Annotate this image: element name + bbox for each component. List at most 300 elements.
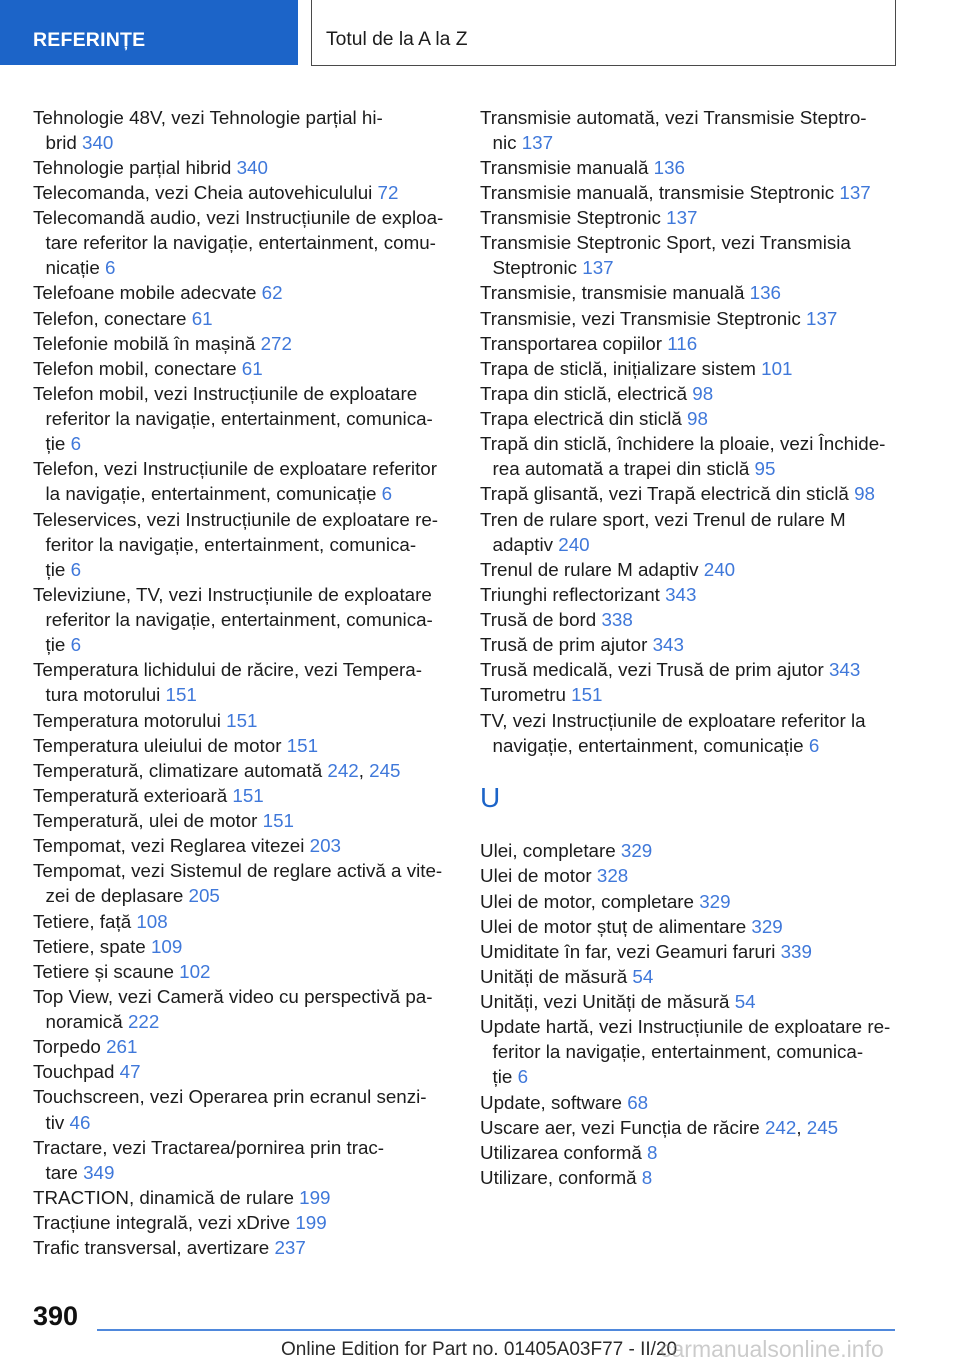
page-reference-link[interactable]: 6 [381, 483, 393, 505]
entry-text: Update, software [480, 1091, 622, 1113]
index-entry [480, 989, 890, 1014]
entry-line [33, 1110, 443, 1135]
entry-text: nic [492, 131, 517, 153]
page-reference-link[interactable]: 61 [241, 357, 263, 379]
entry-line [33, 1135, 443, 1160]
entry-line [480, 607, 890, 632]
page-reference-link[interactable]: 240 [558, 533, 590, 555]
entry-text: TRACTION, dinamică de rulare [33, 1186, 294, 1208]
page-reference-link[interactable]: 245 [806, 1116, 839, 1138]
index-entry [33, 456, 443, 506]
entry-text: Temperatura uleiului de motor [33, 734, 282, 756]
entry-text: ție [45, 634, 66, 656]
entry-line [480, 481, 890, 506]
page-reference-link[interactable]: 68 [627, 1091, 649, 1113]
page-reference-link[interactable]: 329 [620, 840, 653, 862]
page-reference-link[interactable]: 109 [150, 935, 183, 957]
page-reference-link[interactable]: 328 [596, 865, 629, 887]
entry-text: Turometru [480, 684, 566, 706]
page-reference-link[interactable]: 205 [188, 885, 220, 907]
entry-text: tura motorului [45, 684, 161, 706]
entry-text: Steptronic [492, 257, 578, 279]
entry-text: Telefoane mobile adecvate [33, 282, 257, 304]
entry-line [33, 532, 443, 557]
index-entry [480, 632, 890, 657]
index-entry [480, 406, 890, 431]
page-reference-link[interactable]: 151 [165, 684, 197, 706]
entry-line [33, 507, 443, 532]
entry-line [33, 356, 443, 381]
entry-text: Uscare aer, vezi Funcția de răcire [480, 1116, 760, 1138]
page-separator: , [796, 1116, 807, 1138]
index-entry [33, 205, 443, 280]
entry-text: Trusă medicală, vezi Trusă de prim ajutor [480, 659, 824, 681]
entry-text: Temperatură, ulei de motor [33, 810, 258, 831]
entry-text: Utilizare, conformă [480, 1166, 637, 1188]
entry-line [33, 1059, 443, 1084]
page-reference-link[interactable]: 339 [780, 940, 812, 962]
page-reference-link[interactable]: 151 [571, 684, 603, 706]
page-reference-link[interactable]: 340 [82, 131, 114, 153]
entry-line [480, 1090, 890, 1115]
entry-line [480, 507, 890, 532]
entry-text: Temperatură, climatizare automată [33, 759, 323, 781]
entry-line [33, 306, 443, 331]
entry-line [33, 105, 443, 130]
entry-line [33, 909, 443, 934]
index-entry [480, 582, 890, 607]
entry-text: Televiziune, TV, vezi Instrucțiunile de exploatare [33, 583, 432, 605]
index-entry [33, 733, 443, 758]
page-reference-link[interactable]: 54 [632, 965, 654, 987]
entry-text: navigație, entertainment, comunicație [492, 734, 804, 756]
entry-text: Unități, vezi Unități de măsură [480, 991, 730, 1012]
index-letter-heading: U [480, 781, 501, 813]
entry-line [480, 657, 890, 682]
page-reference-link[interactable]: 6 [70, 634, 82, 656]
entry-text: Unități de măsură [480, 965, 628, 987]
index-entry [480, 431, 890, 481]
entry-text: Trenul de rulare M adaptiv [480, 558, 699, 580]
entry-line [33, 481, 443, 506]
entry-text: Trapă din sticlă, închidere la ploaie, vezi Închide- [480, 433, 886, 455]
page-reference-link[interactable]: 61 [191, 307, 213, 329]
index-column-right [480, 105, 890, 1191]
entry-line [480, 105, 890, 130]
page-reference-link[interactable]: 137 [582, 257, 614, 279]
index-entry [480, 607, 890, 632]
entry-text: Telefon, conectare [33, 307, 187, 329]
index-entry [33, 306, 443, 331]
index-entry [33, 984, 443, 1034]
entry-line [480, 406, 890, 431]
entry-text: referitor la navigație, entertainment, comunica- [45, 609, 433, 630]
entry-line [480, 582, 890, 607]
page-reference-link[interactable]: 136 [653, 156, 685, 178]
entry-text: Ulei de motor, completare [480, 890, 694, 912]
entry-line [33, 557, 443, 582]
index-column-left [33, 105, 443, 1261]
entry-text: Trapa electrică din sticlă [480, 408, 682, 429]
index-entry [33, 1135, 443, 1185]
index-entry [480, 557, 890, 582]
page-reference-link[interactable]: 136 [749, 282, 781, 304]
page-reference-link[interactable]: 151 [286, 734, 319, 756]
entry-text: Top View, vezi Cameră video cu perspectivă pa- [33, 985, 433, 1007]
page-reference-link[interactable]: 242 [327, 759, 359, 781]
entry-text: ție [45, 433, 66, 455]
entry-line [33, 331, 443, 356]
index-entry [33, 507, 443, 582]
entry-text: tiv [45, 1111, 65, 1133]
entry-line [33, 381, 443, 406]
entry-line [33, 607, 443, 632]
entry-text: feritor la navigație, entertainment, comunica- [492, 1041, 864, 1063]
entry-text: Tetiere, spate [33, 935, 146, 957]
entry-line [33, 632, 443, 657]
index-entry [480, 889, 890, 914]
entry-text: tare [45, 1161, 78, 1183]
entry-line [33, 1084, 443, 1109]
entry-line [480, 180, 890, 205]
entry-line [33, 1210, 443, 1235]
index-entry [33, 758, 443, 783]
index-entry [33, 331, 443, 356]
page-separator: , [358, 759, 370, 781]
index-entry [33, 1084, 443, 1134]
entry-text: Tempomat, vezi Reglarea vitezei [33, 835, 305, 857]
page-reference-link[interactable]: 137 [839, 181, 871, 203]
entry-text: Transmisie Steptronic Sport, vezi Transmisia [480, 232, 851, 254]
page-reference-link[interactable]: 6 [517, 1066, 529, 1088]
entry-text: Update hartă, vezi Instrucțiunile de exploatare re- [480, 1016, 891, 1038]
page-reference-link[interactable]: 102 [179, 960, 211, 982]
page-reference-link[interactable]: 242 [764, 1116, 797, 1138]
entry-text: la navigație, entertainment, comunicație [45, 483, 377, 505]
entry-line [33, 959, 443, 984]
entry-line [33, 682, 443, 707]
page-reference-link[interactable]: 95 [754, 458, 776, 480]
entry-line [480, 331, 890, 356]
entry-text: Tehnologie 48V, vezi Tehnologie parțial hi- [33, 106, 383, 128]
entry-line [480, 381, 890, 406]
entry-line [480, 989, 890, 1014]
entry-line [480, 939, 890, 964]
entry-line [480, 431, 890, 456]
entry-text: tare referitor la navigație, entertainment, comu- [45, 232, 436, 254]
section-tab [0, 0, 298, 65]
index-entry [33, 1235, 443, 1260]
index-entry [480, 1014, 890, 1089]
entry-line [33, 180, 443, 205]
entry-line [480, 964, 890, 989]
index-entry [480, 682, 890, 707]
index-entry [33, 909, 443, 934]
index-entry [33, 1059, 443, 1084]
page-reference-link[interactable]: 329 [699, 890, 731, 912]
index-entry [480, 939, 890, 964]
edition-note: Online Edition for Part no. 01405A03F77 - II/20 [281, 1339, 678, 1360]
entry-text: zei de deplasare [45, 885, 184, 907]
index-entry [33, 1210, 443, 1235]
index-entry [33, 105, 443, 155]
entry-line [480, 838, 890, 863]
index-entry [33, 657, 443, 707]
page-reference-link[interactable]: 98 [687, 408, 708, 429]
entry-text: Touchscreen, vezi Operarea prin ecranul senzi- [33, 1086, 427, 1108]
entry-line [480, 255, 890, 280]
index-entry [480, 863, 890, 888]
entry-line [33, 1009, 443, 1034]
entry-line [33, 883, 443, 908]
page-reference-link[interactable]: 222 [127, 1011, 160, 1032]
entry-line [480, 632, 890, 657]
index-entry [480, 1140, 890, 1165]
index-entry [480, 280, 890, 305]
page-reference-link[interactable]: 343 [665, 583, 697, 605]
entry-text: nicație [45, 257, 100, 279]
entry-text: Tempomat, vezi Sistemul de reglare activă a vite- [33, 860, 443, 882]
page-reference-link[interactable]: 101 [761, 357, 793, 379]
page-reference-link[interactable]: 151 [262, 810, 295, 831]
index-entry [33, 1034, 443, 1059]
entry-line [33, 733, 443, 758]
entry-line [480, 863, 890, 888]
entry-line [480, 205, 890, 230]
index-entry [480, 914, 890, 939]
entry-text: Telecomanda, vezi Cheia autovehiculului [33, 181, 373, 203]
page-reference-link[interactable]: 8 [647, 1141, 658, 1163]
entry-text: Touchpad [33, 1061, 115, 1083]
entry-text: Temperatura motorului [33, 709, 221, 731]
entry-line [33, 280, 443, 305]
page-reference-link[interactable]: 137 [521, 131, 554, 153]
index-entry [480, 838, 890, 863]
entry-line [33, 783, 443, 808]
index-entry [33, 381, 443, 456]
entry-text: Trusă de prim ajutor [480, 634, 648, 656]
index-entry [33, 155, 443, 180]
page-reference-link[interactable]: 240 [703, 558, 736, 580]
entry-text: Trapa din sticlă, electrică [480, 382, 688, 404]
entry-text: Transportarea copiilor [480, 332, 662, 354]
index-entry [480, 155, 890, 180]
index-entry [480, 964, 890, 989]
entry-text: rea automată a trapei din sticlă [492, 458, 750, 480]
entry-line [33, 230, 443, 255]
index-entry [480, 105, 890, 155]
page-reference-link[interactable]: 6 [70, 558, 82, 580]
page-reference-link[interactable]: 47 [119, 1061, 141, 1083]
page-reference-link[interactable]: 137 [806, 307, 838, 329]
entry-line [480, 456, 890, 481]
entry-line [33, 808, 443, 833]
page-reference-link[interactable]: 261 [106, 1036, 138, 1058]
footer-divider [97, 1329, 895, 1331]
index-entry [480, 180, 890, 205]
entry-text: Tetiere și scaune [33, 960, 174, 982]
page-reference-link[interactable]: 151 [226, 709, 258, 731]
entry-text: noramică [45, 1011, 123, 1032]
entry-line [33, 255, 443, 280]
entry-text: Umiditate în far, vezi Geamuri faruri [480, 940, 776, 962]
index-entry [33, 783, 443, 808]
entry-text: Temperatura lichidului de răcire, vezi Tempera- [33, 659, 423, 681]
page-reference-link[interactable]: 340 [236, 156, 268, 178]
entry-text: referitor la navigație, entertainment, comunica- [45, 408, 433, 429]
entry-line [480, 230, 890, 255]
entry-text: Transmisie Steptronic [480, 207, 661, 228]
index-entry [33, 582, 443, 657]
entry-text: Telecomandă audio, vezi Instrucțiunile de exploa- [33, 207, 444, 228]
page-reference-link[interactable]: 72 [377, 181, 399, 203]
entry-line [33, 758, 443, 783]
entry-line [33, 708, 443, 733]
entry-text: brid [45, 131, 77, 153]
index-entry [33, 1185, 443, 1210]
index-entry [480, 306, 890, 331]
entry-line [480, 280, 890, 305]
page-reference-link[interactable]: 54 [734, 991, 756, 1012]
entry-text: Transmisie, vezi Transmisie Steptronic [480, 307, 801, 329]
page-reference-link[interactable]: 98 [854, 483, 875, 505]
page-reference-link[interactable]: 6 [808, 734, 820, 756]
entry-text: Tetiere, față [33, 910, 132, 932]
page-reference-link[interactable]: 329 [751, 915, 783, 937]
entry-text: feritor la navigație, entertainment, comunica- [45, 533, 417, 555]
index-entry [480, 205, 890, 230]
entry-text: TV, vezi Instrucțiunile de exploatare referitor la [480, 709, 866, 731]
index-entry [33, 708, 443, 733]
page-reference-link[interactable]: 199 [295, 1212, 327, 1233]
index-entry [33, 858, 443, 908]
entry-line [480, 1115, 890, 1140]
entry-text: Trapă glisantă, vezi Trapă electrică din sticlă [480, 483, 849, 505]
entry-text: Utilizarea conformă [480, 1141, 642, 1163]
entry-line [33, 858, 443, 883]
entry-line [33, 431, 443, 456]
entry-line [33, 155, 443, 180]
page-reference-link[interactable]: 199 [299, 1186, 331, 1208]
entry-line [480, 356, 890, 381]
entry-line [33, 205, 443, 230]
entry-line [480, 557, 890, 582]
page-reference-link[interactable]: 343 [652, 634, 684, 656]
index-entry [480, 657, 890, 682]
index-entry [480, 1090, 890, 1115]
chapter-title: Totul de la A la Z [326, 29, 468, 50]
index-entry [480, 708, 890, 758]
page-reference-link[interactable]: 98 [692, 382, 714, 404]
page-reference-link[interactable]: 349 [83, 1161, 115, 1183]
index-entry [33, 280, 443, 305]
page-reference-link[interactable]: 245 [369, 759, 401, 781]
entry-text: Ulei de motor ștuț de alimentare [480, 915, 747, 937]
index-entry [33, 934, 443, 959]
page-reference-link[interactable]: 137 [666, 207, 698, 228]
entry-text: ție [492, 1066, 513, 1088]
entry-line [480, 1140, 890, 1165]
entry-line [480, 682, 890, 707]
entry-line [480, 1014, 890, 1039]
page-number: 390 [33, 1301, 79, 1331]
index-entry [33, 180, 443, 205]
page-reference-link[interactable]: 116 [667, 332, 698, 354]
page-reference-link[interactable]: 237 [274, 1237, 306, 1259]
entry-line [480, 1039, 890, 1064]
entry-line [33, 582, 443, 607]
chapter-header [311, 0, 896, 66]
page-reference-link[interactable]: 62 [261, 282, 283, 304]
entry-line [480, 889, 890, 914]
entry-text: Temperatură exterioară [33, 784, 228, 806]
page-reference-link[interactable]: 6 [70, 433, 82, 455]
index-entry [480, 230, 890, 280]
index-entry [33, 833, 443, 858]
page-reference-link[interactable]: 8 [641, 1166, 653, 1188]
entry-line [480, 306, 890, 331]
index-entry [480, 507, 890, 557]
entry-text: Telefon, vezi Instrucțiunile de exploatare referitor [33, 458, 438, 480]
entry-line [480, 155, 890, 180]
index-entry [33, 356, 443, 381]
entry-line [480, 130, 890, 155]
index-entry [480, 1165, 890, 1190]
entry-text: Trusă de bord [480, 609, 597, 630]
entry-text: Transmisie, transmisie manuală [480, 282, 745, 304]
page-reference-link[interactable]: 343 [828, 659, 861, 681]
entry-line [33, 1235, 443, 1260]
entry-text: adaptiv [492, 533, 554, 555]
entry-text: Transmisie manuală, transmisie Steptronic [480, 181, 835, 203]
entry-line [480, 1064, 890, 1089]
entry-line [33, 984, 443, 1009]
page-reference-link[interactable]: 6 [105, 257, 116, 279]
entry-text: Ulei, completare [480, 840, 616, 862]
entry-text: Ulei de motor [480, 865, 592, 887]
page-reference-link[interactable]: 338 [601, 609, 633, 630]
page-reference-link[interactable]: 203 [309, 835, 341, 857]
page-reference-link[interactable]: 151 [232, 784, 264, 806]
index-entry [480, 481, 890, 506]
section-tab-label: REFERINȚE [33, 29, 146, 51]
entry-text: Transmisie manuală [480, 156, 649, 178]
entry-line [33, 657, 443, 682]
entry-text: Trafic transversal, avertizare [33, 1237, 270, 1259]
watermark: carmanualsonline.info [660, 1336, 884, 1362]
entry-text: Tren de rulare sport, vezi Trenul de rulare M [480, 508, 846, 530]
entry-line [33, 406, 443, 431]
entry-text: Torpedo [33, 1036, 101, 1058]
entry-text: Teleservices, vezi Instrucțiunile de exploatare re- [33, 508, 439, 530]
page-reference-link[interactable]: 46 [69, 1111, 91, 1133]
entry-line [33, 934, 443, 959]
entry-text: ție [45, 558, 66, 580]
entry-text: Trapa de sticlă, inițializare sistem [480, 357, 756, 379]
index-entry [480, 1115, 890, 1140]
page-reference-link[interactable]: 272 [260, 332, 292, 354]
index-entry [33, 808, 443, 833]
entry-line [480, 733, 890, 758]
entry-text: Tehnologie parțial hibrid [33, 156, 232, 178]
entry-line [480, 708, 890, 733]
entry-line [33, 1160, 443, 1185]
entry-text: Transmisie automată, vezi Transmisie Steptro- [480, 106, 867, 128]
entry-text: Triunghi reflectorizant [480, 583, 660, 605]
entry-line [480, 532, 890, 557]
entry-text: Telefon mobil, conectare [33, 357, 237, 379]
page-reference-link[interactable]: 108 [136, 910, 168, 932]
